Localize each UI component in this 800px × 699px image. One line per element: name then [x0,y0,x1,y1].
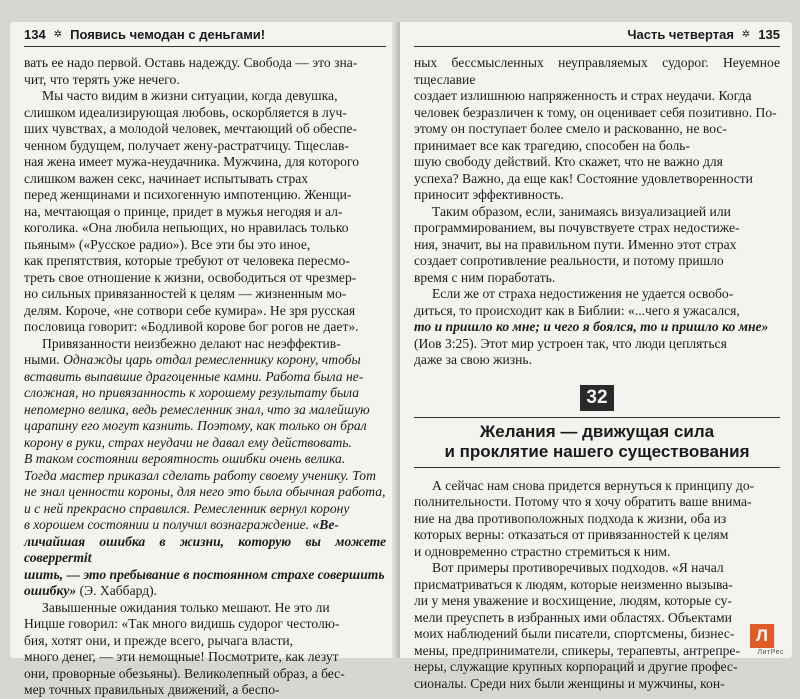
text-line: Мы часто видим в жизни ситуации, когда девушка, [42,88,338,103]
text-line: полнительности. Потому что я хочу обратить ваше внима- [414,494,752,509]
paragraph [24,55,386,88]
text-line: мены, предприниматели, спикеры, терапевты, антрепре- [414,642,740,658]
text-line: на, мечтающая о принце, придет в мужья негодяя и ал- [24,203,343,219]
text-line: принимает все как трагедию, способен на боль- [414,137,691,153]
paragraph [24,336,386,600]
italic-line: и с ней прекрасно справился. Ремесленник вернул корону [24,500,350,516]
text-line: неры, служащие крупных корпораций и другие профес- [414,659,738,674]
text-line: успеха? Важно, да еще как! Состояние удовлетворенности [414,170,753,186]
text-line: мели преуспеть в избранных ими областях. Объектами [414,609,732,625]
text-line: ных бессмысленных неуправляемых судорог. Неуемное тщеславие [414,55,780,87]
italic-line: корону в руки, страх неудачи не давал ему действовать. [24,434,352,450]
text-line: Завышенные ожидания только мешают. Не это ли [42,599,330,615]
text-line: ная жена имеет мужа-неудачника. Мужчина, для которого [24,154,360,169]
paragraph [414,560,780,692]
text-line: сионалы. Среди них были женщины и мужчины, кон- [414,675,725,691]
text-line: время с ним поработать. [414,269,556,285]
text-line: мер точных правильных движений, а беспо- [24,682,280,697]
italic-line: Тогда мастер приказал сделать работу своему ученику. Тот [24,467,376,483]
text-line: этому он поступает более смело и раскованно, не вос- [414,121,727,136]
chapter-title-line: и проклятие нашего существования [444,441,750,461]
chapter-title [414,417,780,468]
text-line: которых верны: отказаться от привязанностей к целям [414,527,729,542]
text-line: треть свое отношение к жизни, освободиться от чрезмер- [24,269,357,285]
paragraph [414,286,780,369]
text-line: создает излишнюю напряженность и страх неудачи. Когда [414,88,752,103]
text-run: ными. [24,352,60,367]
italic-line: непомерно велика, ведь ремесленник знал, что за малейшую [24,401,370,417]
italic-text: Однажды царь отдал ремесленнику корону, чтобы [63,352,361,367]
text-line: и одновременно страстно стремиться к ним. [414,543,671,559]
text-line: Если же от страха недостижения не удается освобо- [432,286,734,301]
italic-line: вставить выпавшие драгоценные камни. Работа была не- [24,368,364,384]
text-run: (Э. Хаббард). [79,583,158,598]
text-line: делям. Короче, «не сотвори себе кумира». Не зря русская [24,302,356,318]
text-line: ших чувствах, а молодой человек, мечтающий об обеспе- [24,121,357,136]
right-page [400,22,792,691]
paragraph [414,204,780,287]
publisher-name: ЛитРес [757,649,784,656]
text-line: ния, значит, вы на правильном пути. Именно этот страх [414,236,737,252]
text-line: чит, что терять уже нечего. [24,71,180,87]
text-line: Таким образом, если, занимаясь визуализацией или [432,203,731,219]
star-icon: ✲ [741,28,751,40]
text-line: Привязанности неизбежно делают нас неэффектив- [42,335,341,351]
bold-italic-line: то и пришло ко мне; и чего я боялся, то и пришло ко мне» [414,319,769,334]
chapter-title-line: Желания — движущая сила [479,421,715,441]
italic-line: не знал ценности короны, для него это была обычная работа, [24,484,386,499]
text-line: как препятствия, которые требуют от человека пересмо- [24,253,350,268]
text-line: диться, то происходит как в Библии: «...чего я ужасался, [414,302,740,318]
text-line: перед женщинами и психогенную импотенцию. Женщи- [24,187,352,202]
text-line: вать ее надо первой. Оставь надежду. Свобода — это зна- [24,55,358,70]
text-line: пословица говорит: «Бодливой корове бог рогов не дает». [24,319,359,334]
italic-text: в хорошем состоянии и получил вознаграждение. [24,517,310,532]
text-line [24,352,386,369]
text-line: они, проворные обезьяны). Великолепный образ, а бес- [24,665,345,681]
section-title: Часть четвертая [627,26,734,42]
text-line: приносит эффективность. [414,187,564,202]
text-line: коголика. «Она любила непьющих, но нравилась только [24,220,349,235]
text-line: но сильных привязанностей к целям — жизненным мо- [24,286,347,301]
text-line: присматриваться к людям, которые неизменно вызыва- [414,576,733,592]
bold-italic-text: «Ве- [312,517,339,532]
text-line: Ницше говорил: «Так много видишь судорог честолю- [24,616,340,631]
text-line [24,517,386,534]
text-line: А сейчас нам снова придется вернуться к принципу до- [432,477,755,493]
text-line [24,583,386,600]
text-line: ние на два противоположных подхода к жизни, оба из [414,510,727,526]
text-line: ли у меня уважение и восхищение, людям, которые су- [414,593,732,608]
text-line: много денег, — эти немощные! Посмотрите, как лезут [24,649,339,664]
bold-italic-line: личайшая ошибка в жизни, которую вы можете соверpermit [24,533,386,565]
text-line: программированием, вы почувствуете страх недостиже- [414,220,740,235]
italic-line: царапину его могут казнить. Поэтому, как только он брал [24,418,367,433]
paragraph [414,55,780,204]
text-line: шую свободу действий. Кто скажет, что не важно для [414,154,723,169]
bold-italic-text: ошибку» [24,583,77,598]
text-line: бия, хотят они, и прежде всего, рычага власти, [24,632,294,648]
paragraph [414,478,780,561]
star-icon: ✲ [53,28,63,40]
text-line: слишком идеализирующая любовь, оскорбляется в луч- [24,104,347,120]
paragraph [24,600,386,699]
italic-line: В таком состоянии вероятность ошибки очень велика. [24,451,346,466]
publisher-logo: Л [750,624,774,648]
bold-italic-line: шить, — это пребывание в постоянном страхе совершить [24,566,385,582]
chapter-number: 32 [580,385,614,411]
text-line: даже за свою жизнь. [414,352,533,367]
paragraph [24,88,386,336]
left-page [10,22,398,697]
page-number: 134 [24,26,46,42]
page-number: 135 [758,26,780,42]
text-line: человек безразличен к тому, он оценивает себя позитивно. По- [414,104,777,120]
text-line: Вот примеры противоречивых подходов. «Я начал [432,560,724,575]
left-page-header [24,22,386,47]
text-line: моих наблюдений были писатели, спортсмены, бизнес- [414,626,735,641]
text-line: (Иов 3:25). Этот мир устроен так, что люди цепляться [414,335,727,351]
running-title: Появись чемодан с деньгами! [70,26,266,42]
italic-line: сложная, но привязанность к хорошему результату была [24,385,360,400]
text-line: слишком важен секс, начинает испытывать страх [24,170,309,186]
text-line: пьяным» («Русское радио»). Все эти бы это иное, [24,236,311,252]
text-line: ченном будущем, получает жену-растратчицу. Тщеслав- [24,137,349,153]
right-page-header [414,22,780,47]
text-line: создает сопротивление реальности, и потому пришло [414,253,724,268]
